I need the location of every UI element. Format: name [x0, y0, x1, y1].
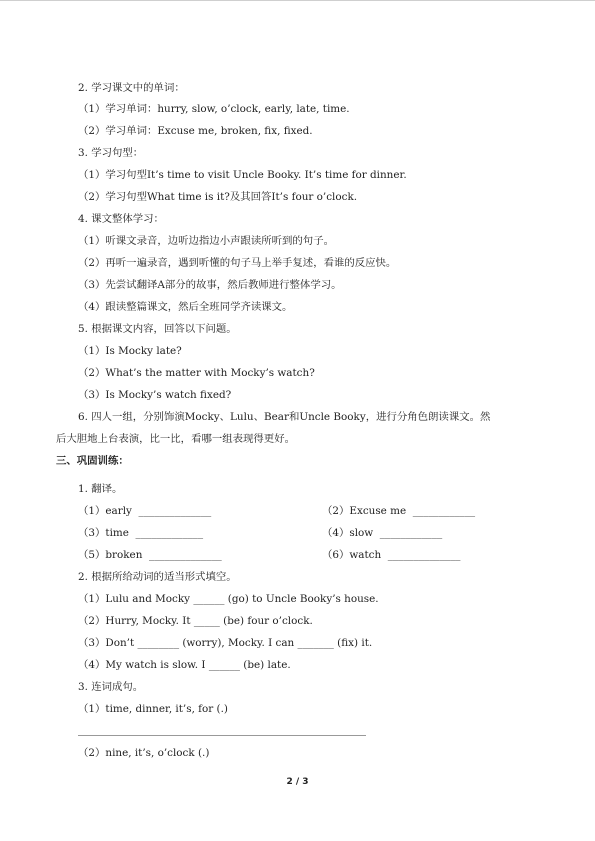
text-line: 3. 学习句型：	[78, 147, 144, 159]
text-line: （1）Is Mocky late?	[78, 345, 182, 357]
text-line: 5. 根据课文内容，回答以下问题。	[78, 323, 237, 335]
text-line: 3. 连词成句。	[78, 681, 144, 693]
text-line: （4）My watch is slow. I ______ (be) late.	[78, 659, 291, 671]
text-line: （4）跟读整篇课文，然后全班同学齐读课文。	[78, 301, 293, 313]
text-line: （2）nine, it’s, o’clock (.)	[78, 747, 210, 759]
text-line: 4. 课文整体学习：	[78, 213, 164, 225]
text-line: （2）Excuse me ____________	[322, 505, 476, 517]
text-line: （1）time, dinner, it’s, for (.)	[78, 703, 228, 715]
text-line: （3）Don’t ________ (worry), Mocky. I can _______ (fix) it.	[78, 637, 373, 649]
text-line: （1）听课文录音，边听边指边小声跟读所听到的句子。	[78, 235, 334, 247]
text-line: （2）学习单词：Excuse me, broken, fix, fixed.	[78, 125, 313, 137]
text-line: （5）broken ______________	[78, 549, 222, 561]
section-heading: 三、巩固训练：	[56, 455, 129, 467]
text-line: （3）Is Mocky’s watch fixed?	[78, 389, 232, 401]
text-line: （6）watch ______________	[322, 549, 461, 561]
text-line: （1）学习句型It’s time to visit Uncle Booky. It’s time for dinner.	[78, 169, 407, 181]
text-line: 1. 翻译。	[78, 483, 123, 495]
text-line: （2）再听一遍录音，遇到听懂的句子马上举手复述，看谁的反应快。	[78, 257, 397, 269]
text-line: 6. 四人一组，分别饰演Mocky、Lulu、Bear和Uncle Booky，进行分角色朗读课文。然	[78, 411, 491, 423]
text-line: （2）学习句型What time is it?及其回答It’s four o’clock.	[78, 191, 358, 203]
page-top-border	[0, 0, 595, 1]
text-line: 后大胆地上台表演，比一比，看哪一组表现得更好。	[56, 433, 295, 445]
text-line: （1）学习单词：hurry, slow, o’clock, early, late, time.	[78, 103, 350, 115]
text-line: （4）slow ____________	[322, 527, 443, 539]
text-line: （3）time _____________	[78, 527, 204, 539]
text-line: 2. 学习课文中的单词：	[78, 82, 185, 94]
text-line: （3）先尝试翻译A部分的故事，然后教师进行整体学习。	[78, 279, 342, 291]
answer-line	[78, 735, 366, 736]
text-line: （2）Hurry, Mocky. It _____ (be) four o’clock.	[78, 615, 313, 627]
text-line: （1）early ______________	[78, 505, 212, 517]
text-line: （1）Lulu and Mocky ______ (go) to Uncle Booky’s house.	[78, 593, 379, 605]
text-line: （2）What’s the matter with Mocky’s watch?	[78, 367, 315, 379]
text-line: 2. 根据所给动词的适当形式填空。	[78, 571, 237, 583]
page-number: 2 / 3	[286, 777, 309, 787]
